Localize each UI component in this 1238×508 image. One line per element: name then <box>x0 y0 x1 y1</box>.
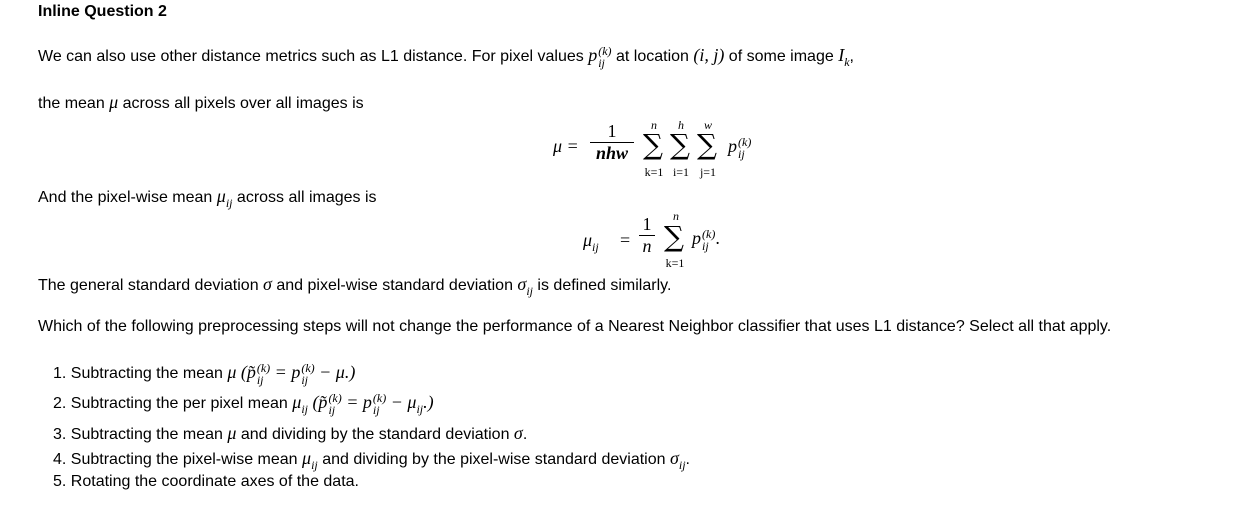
expr-sup: (k) <box>256 361 271 375</box>
expr-sub: ij <box>256 373 264 387</box>
sigma-ij-sigma: σ <box>517 274 527 294</box>
expr-tail: − μ.) <box>314 362 356 383</box>
question-text: Which of the following preprocessing steps will not change the performance of a Nearest Neighbor classifier that uses L1 distance? Select all that apply. <box>38 318 1112 335</box>
expr-ptilde: (p̃ <box>240 362 256 383</box>
expr-eq: = p <box>341 392 372 413</box>
intro-text-2: at location <box>611 48 694 66</box>
eq2-p-sup: (k) <box>702 227 716 241</box>
intro-paragraph <box>38 45 854 69</box>
expr-tail-end: .) <box>423 392 434 413</box>
intro-text-3: of some image <box>724 48 839 66</box>
option-number: 4. <box>53 451 67 468</box>
option-mu: μ <box>227 423 237 443</box>
eq2-equals: = <box>620 230 631 250</box>
option-mid-text: and dividing by the standard deviation <box>236 426 514 443</box>
eq1-limit-top-w: w <box>703 118 712 132</box>
eq1-numerator: 1 <box>607 121 617 141</box>
eq1-sigma-i: ∑ <box>670 128 690 161</box>
option-end: . <box>522 426 528 443</box>
expr-sup2: (k) <box>372 391 387 405</box>
expr-sub2: ij <box>372 403 380 417</box>
std-text-1: The general standard deviation <box>38 277 264 294</box>
eq2-denominator: n <box>642 236 652 256</box>
option-mu-sub: ij <box>311 458 318 472</box>
std-text-2: and pixel-wise standard deviation <box>271 277 518 294</box>
eq2-p-sub: ij <box>702 239 709 253</box>
std-paragraph <box>38 274 671 296</box>
option-end: . <box>685 451 690 468</box>
eq2-dot: . <box>715 228 720 249</box>
eq1-fraction <box>590 121 634 164</box>
eq2-mu: μ <box>583 230 593 250</box>
option-number: 3. <box>53 426 67 443</box>
eq2-mu-sub: ij <box>592 240 599 254</box>
pixel-value-symbol: p (k) ij <box>588 44 612 70</box>
option-text: Subtracting the pixel-wise mean <box>70 451 303 468</box>
eq1-limit-bottom-i: i=1 <box>672 165 690 179</box>
expr-tail: − μ <box>386 392 417 413</box>
image-symbol <box>838 45 850 70</box>
location-symbol: (i, j) <box>693 45 725 66</box>
expr-sup2: (k) <box>301 361 315 375</box>
eq1-sigma-k: ∑ <box>643 128 663 161</box>
eq1-pixel <box>728 136 751 160</box>
mu-symbol: μ <box>109 92 119 112</box>
mean-text-1: the mean <box>38 95 110 112</box>
option-sigma-sub: ij <box>678 458 686 472</box>
option-expression <box>312 391 434 417</box>
image-sub: k <box>844 55 850 70</box>
option-mu-sub: ij <box>301 402 308 417</box>
option-sigma: σ <box>513 423 523 443</box>
eq1-limit-top-h: h <box>678 118 684 132</box>
eq2-numerator: 1 <box>642 214 652 234</box>
question-heading: Inline Question 2 <box>38 3 167 20</box>
sigma-ij-sub: ij <box>526 284 533 298</box>
mu-ij-symbol <box>216 186 233 210</box>
eq2-limit-bottom: k=1 <box>665 256 685 270</box>
eq1-p-sub: ij <box>738 147 745 161</box>
option-expression <box>240 361 356 387</box>
equation-global-mean <box>540 118 780 186</box>
pixel-sup: (k) <box>598 44 612 58</box>
intro-text-1: We can also use other distance metrics such as L1 distance. For pixel values <box>38 48 589 66</box>
option-4 <box>53 448 690 472</box>
option-1 <box>53 362 355 386</box>
eq1-limit-top-n: n <box>651 118 657 132</box>
eq2-sigma: ∑ <box>664 220 684 253</box>
expr-sub2: ij <box>301 373 308 387</box>
sigma-symbol: σ <box>263 274 272 294</box>
option-sigma: σ <box>669 448 679 468</box>
option-text: Subtracting the per pixel mean <box>70 395 293 413</box>
option-mu: μ <box>292 392 302 413</box>
option-3 <box>53 423 527 444</box>
std-text-3: is defined similarly. <box>532 277 672 294</box>
option-mu: μ <box>302 448 312 468</box>
expr-sub: ij <box>328 403 336 417</box>
expr-tail-sub: ij <box>416 402 424 417</box>
option-2 <box>53 392 434 416</box>
sigma-ij-symbol <box>517 274 533 298</box>
eq1-p: p <box>728 136 737 157</box>
eq1-denominator: nhw <box>595 143 629 163</box>
eq2-pixel <box>692 228 720 252</box>
option-number: 2. <box>53 395 67 413</box>
option-5 <box>53 473 359 491</box>
eq1-sigma-j: ∑ <box>697 128 717 161</box>
pixel-sub: ij <box>598 56 605 70</box>
option-text: Rotating the coordinate axes of the data. <box>70 473 359 490</box>
expr-sup: (k) <box>328 391 342 405</box>
mean-paragraph <box>38 92 364 114</box>
expr-eq: = p <box>270 362 301 383</box>
pw-text-1: And the pixel-wise mean <box>38 189 217 206</box>
eq2-lhs <box>583 230 599 254</box>
image-letter: I <box>838 45 845 66</box>
option-mid-text: and dividing by the pixel-wise standard deviation <box>317 451 670 468</box>
option-number: 5. <box>53 473 67 490</box>
eq1-limit-bottom-k: k=1 <box>644 165 664 179</box>
expr-ptilde: (p̃ <box>312 392 328 413</box>
eq1-lhs: μ = <box>553 136 579 156</box>
option-mu: μ <box>227 362 237 383</box>
mean-text-2: across all pixels over all images is <box>118 95 364 112</box>
eq2-fraction <box>639 214 655 257</box>
option-mu-ij <box>292 392 308 417</box>
intro-text-4: , <box>849 48 854 66</box>
option-number: 1. <box>53 365 67 383</box>
option-mu-ij <box>302 448 318 472</box>
equation-pixelwise-mean <box>575 207 755 269</box>
eq1-limit-bottom-j: j=1 <box>699 165 717 179</box>
pixelwise-paragraph <box>38 186 377 208</box>
eq1-p-sup: (k) <box>738 135 752 149</box>
option-sigma-ij <box>669 448 686 472</box>
eq2-p: p <box>692 228 701 249</box>
mu-ij-sub: ij <box>225 196 233 210</box>
option-text: Subtracting the mean <box>70 426 228 443</box>
eq2-limit-top: n <box>673 209 679 223</box>
pw-text-2: across all images is <box>232 189 377 206</box>
mu-ij-mu: μ <box>216 186 226 206</box>
option-text: Subtracting the mean <box>70 365 228 383</box>
